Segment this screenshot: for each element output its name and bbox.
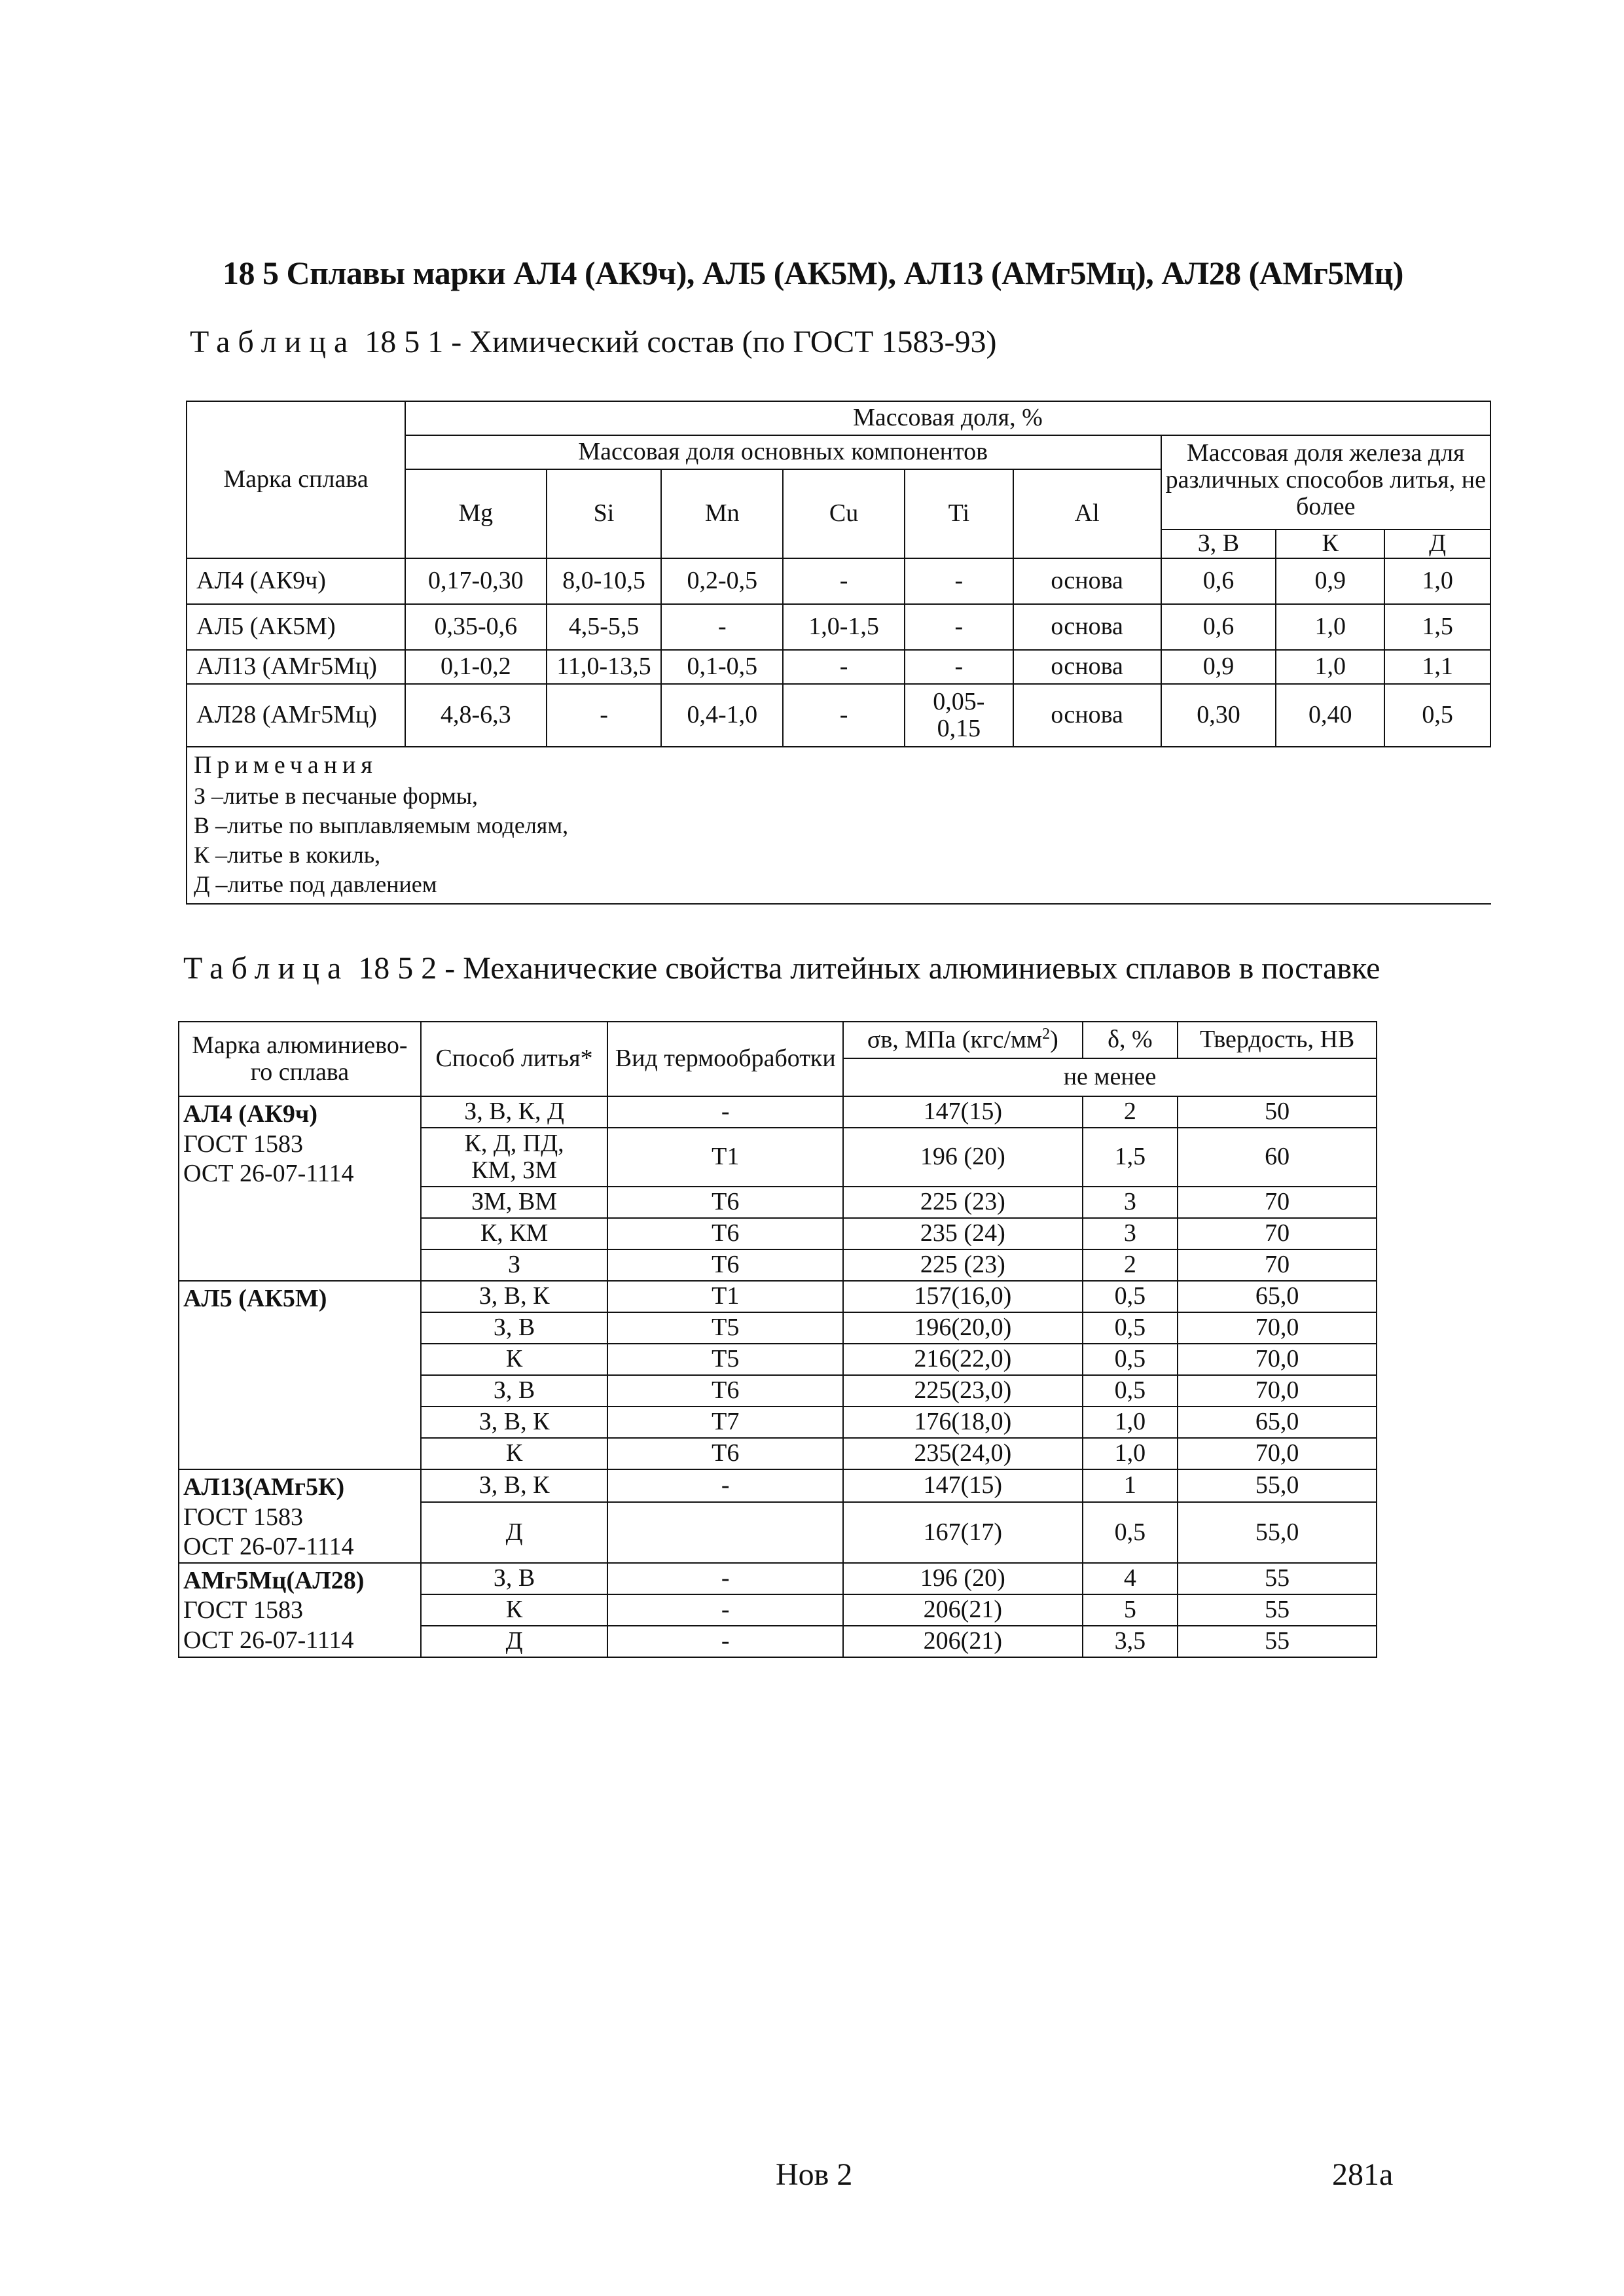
grade-name: АЛ5 (АК5М) (183, 1285, 327, 1312)
elongation-cell: 1,0 (1083, 1407, 1178, 1438)
method-cell: Д (421, 1502, 608, 1563)
chemical-composition-table (186, 401, 1491, 905)
cell: 1,5 (1384, 604, 1490, 650)
table-row (179, 1096, 1377, 1128)
table2-caption-number: 18 5 2 (358, 951, 437, 986)
treatment-cell: Т1 (607, 1128, 843, 1187)
grade-standard: ОСТ 26-07-1114 (183, 1626, 354, 1654)
header-iron-fraction: Массовая доля железа для различных способов литья, не более (1161, 435, 1490, 529)
table1-caption-text: - Химический состав (по ГОСТ 1583-93) (451, 325, 997, 359)
method-cell: З, В, К (421, 1407, 608, 1438)
method-cell: З, В, К (421, 1281, 608, 1312)
cell: 0,05-0,15 (905, 684, 1013, 747)
cell: - (905, 558, 1013, 604)
table-row (179, 1469, 1377, 1502)
header-method: Способ литья* (421, 1022, 608, 1096)
strength-symbol: σв (867, 1026, 893, 1054)
note-item: К –литье в кокиль, (194, 841, 381, 868)
cell: - (661, 604, 783, 650)
cell: 1,0-1,5 (783, 604, 905, 650)
elongation-cell: 0,5 (1083, 1375, 1178, 1407)
treatment-cell: - (607, 1594, 843, 1626)
method-cell: Д (421, 1626, 608, 1657)
method-cell: З, В (421, 1375, 608, 1407)
mechanical-properties-body (179, 1096, 1377, 1657)
strength-cell: 225 (23) (843, 1187, 1082, 1218)
strength-cell: 206(21) (843, 1626, 1082, 1657)
cell: 1,1 (1384, 650, 1490, 684)
elongation-cell: 0,5 (1083, 1312, 1178, 1344)
header-elongation: δ, % (1083, 1022, 1178, 1058)
elongation-cell: 3 (1083, 1218, 1178, 1249)
strength-cell: 176(18,0) (843, 1407, 1082, 1438)
elongation-cell: 2 (1083, 1249, 1178, 1281)
treatment-cell: - (607, 1469, 843, 1502)
hardness-cell: 70 (1178, 1249, 1377, 1281)
cell: 8,0-10,5 (547, 558, 662, 604)
grade-standard: ОСТ 26-07-1114 (183, 1533, 354, 1561)
hardness-cell: 65,0 (1178, 1407, 1377, 1438)
grade-cell (179, 1281, 421, 1469)
treatment-cell: Т5 (607, 1312, 843, 1344)
cell: основа (1013, 604, 1161, 650)
header-strength (843, 1022, 1082, 1058)
section-heading: 18 5 Сплавы марки АЛ4 (АК9ч), АЛ5 (АК5М), АЛ13 (АМг5Мц), АЛ28 (АМг5Мц) (223, 255, 1403, 291)
footer-page-number: 281а (1332, 2157, 1394, 2192)
table1-caption-number: 18 5 1 (365, 325, 444, 359)
table2-caption (183, 950, 1380, 986)
hardness-cell: 55,0 (1178, 1502, 1377, 1563)
strength-cell: 196 (20) (843, 1563, 1082, 1594)
notes (187, 747, 1490, 904)
table-row (187, 558, 1490, 604)
note-item: Д –литье под давлением (194, 870, 437, 897)
grade-cell (179, 1469, 421, 1563)
cell: основа (1013, 558, 1161, 604)
hardness-cell: 55 (1178, 1626, 1377, 1657)
cell: 0,9 (1161, 650, 1276, 684)
elongation-cell: 0,5 (1083, 1502, 1178, 1563)
method-cell: К, Д, ПД, КМ, ЗМ (421, 1128, 608, 1187)
header-grade: Марка сплава (187, 401, 405, 558)
row-grade: АЛ13 (АМг5Мц) (187, 650, 405, 684)
method-cell: К, КМ (421, 1218, 608, 1249)
cell: - (905, 604, 1013, 650)
header-min-note: не менее (843, 1058, 1377, 1096)
strength-cell: 225(23,0) (843, 1375, 1082, 1407)
table1-caption (190, 324, 996, 360)
notes-title: Примечания (194, 751, 378, 779)
hardness-cell: 55,0 (1178, 1469, 1377, 1502)
hardness-cell: 70,0 (1178, 1312, 1377, 1344)
grade-name: АЛ4 (АК9ч) (183, 1100, 317, 1128)
cell: 4,8-6,3 (405, 684, 547, 747)
table-row (187, 684, 1490, 747)
cell: 11,0-13,5 (547, 650, 662, 684)
method-cell: З, В (421, 1312, 608, 1344)
table-row (179, 1281, 1377, 1312)
elongation-cell: 4 (1083, 1563, 1178, 1594)
grade-standard: ГОСТ 1583 (183, 1503, 303, 1531)
header-grade: Марка алюминиево-го сплава (179, 1022, 421, 1096)
grade-cell (179, 1563, 421, 1657)
header-main-components: Массовая доля основных компонентов (405, 435, 1161, 469)
header-method: Д (1384, 529, 1490, 558)
cell: - (547, 684, 662, 747)
method-cell: З, В (421, 1563, 608, 1594)
cell: основа (1013, 650, 1161, 684)
note-item: З –литье в песчаные формы, (194, 782, 478, 809)
hardness-cell: 70 (1178, 1218, 1377, 1249)
strength-unit: , МПа (кгс/мм (892, 1026, 1043, 1054)
elongation-cell: 1,0 (1083, 1438, 1178, 1469)
header-element: Mg (405, 469, 547, 558)
hardness-cell: 70 (1178, 1187, 1377, 1218)
cell: 0,6 (1161, 604, 1276, 650)
cell: - (783, 684, 905, 747)
treatment-cell: Т6 (607, 1375, 843, 1407)
method-cell: З, В, К, Д (421, 1096, 608, 1128)
table-row (187, 650, 1490, 684)
elongation-cell: 1 (1083, 1469, 1178, 1502)
cell: 0,17-0,30 (405, 558, 547, 604)
cell: 0,6 (1161, 558, 1276, 604)
treatment-cell: Т6 (607, 1438, 843, 1469)
treatment-cell: Т6 (607, 1218, 843, 1249)
hardness-cell: 70,0 (1178, 1375, 1377, 1407)
grade-standard: ГОСТ 1583 (183, 1596, 303, 1624)
treatment-cell: Т6 (607, 1187, 843, 1218)
hardness-cell: 60 (1178, 1128, 1377, 1187)
elongation-cell: 5 (1083, 1594, 1178, 1626)
cell: 0,1-0,5 (661, 650, 783, 684)
treatment-cell: - (607, 1096, 843, 1128)
strength-cell: 235(24,0) (843, 1438, 1082, 1469)
grade-name: АЛ13(АМг5К) (183, 1473, 345, 1501)
method-cell: З (421, 1249, 608, 1281)
cell: 0,4-1,0 (661, 684, 783, 747)
header-mass-fraction: Массовая доля, % (405, 401, 1490, 435)
grade-cell (179, 1096, 421, 1281)
grade-standard: ГОСТ 1583 (183, 1130, 303, 1158)
method-cell: З, В, К (421, 1469, 608, 1502)
header-element: Si (547, 469, 662, 558)
elongation-cell: 0,5 (1083, 1344, 1178, 1375)
cell: 0,35-0,6 (405, 604, 547, 650)
strength-cell: 235 (24) (843, 1218, 1082, 1249)
elongation-cell: 2 (1083, 1096, 1178, 1128)
cell: - (783, 650, 905, 684)
table2-caption-text: - Механические свойства литейных алюминиевых сплавов в поставке (444, 951, 1380, 986)
header-method: З, В (1161, 529, 1276, 558)
treatment-cell (607, 1502, 843, 1563)
method-cell: ЗМ, ВМ (421, 1187, 608, 1218)
cell: 1,0 (1384, 558, 1490, 604)
treatment-cell: - (607, 1563, 843, 1594)
elongation-cell: 3 (1083, 1187, 1178, 1218)
header-element: Ti (905, 469, 1013, 558)
mechanical-properties-table (178, 1021, 1377, 1658)
cell: основа (1013, 684, 1161, 747)
strength-cell: 147(15) (843, 1096, 1082, 1128)
method-cell: К (421, 1594, 608, 1626)
cell: 0,9 (1276, 558, 1384, 604)
header-hardness: Твердость, НВ (1178, 1022, 1377, 1058)
cell: 0,40 (1276, 684, 1384, 747)
strength-cell: 196 (20) (843, 1128, 1082, 1187)
row-grade: АЛ28 (АМг5Мц) (187, 684, 405, 747)
cell: 0,5 (1384, 684, 1490, 747)
cell: 4,5-5,5 (547, 604, 662, 650)
table2-caption-word: Таблица (183, 951, 350, 986)
grade-standard: ОСТ 26-07-1114 (183, 1160, 354, 1188)
hardness-cell: 70,0 (1178, 1438, 1377, 1469)
cell: 1,0 (1276, 650, 1384, 684)
cell: 0,30 (1161, 684, 1276, 747)
hardness-cell: 65,0 (1178, 1281, 1377, 1312)
header-method: К (1276, 529, 1384, 558)
note-item: В –литье по выплавляемым моделям, (194, 812, 569, 838)
strength-cell: 167(17) (843, 1502, 1082, 1563)
cell: - (905, 650, 1013, 684)
treatment-cell: Т6 (607, 1249, 843, 1281)
table-row (187, 604, 1490, 650)
cell: - (783, 558, 905, 604)
strength-cell: 216(22,0) (843, 1344, 1082, 1375)
cell: 1,0 (1276, 604, 1384, 650)
cell: 0,2-0,5 (661, 558, 783, 604)
strength-cell: 225 (23) (843, 1249, 1082, 1281)
treatment-cell: - (607, 1626, 843, 1657)
method-cell: К (421, 1344, 608, 1375)
hardness-cell: 55 (1178, 1594, 1377, 1626)
header-element: Al (1013, 469, 1161, 558)
strength-cell: 157(16,0) (843, 1281, 1082, 1312)
footer-revision: Нов 2 (776, 2157, 853, 2192)
treatment-cell: Т5 (607, 1344, 843, 1375)
row-grade: АЛ5 (АК5М) (187, 604, 405, 650)
hardness-cell: 70,0 (1178, 1344, 1377, 1375)
strength-close: ) (1050, 1026, 1058, 1054)
header-element: Cu (783, 469, 905, 558)
strength-cell: 206(21) (843, 1594, 1082, 1626)
hardness-cell: 55 (1178, 1563, 1377, 1594)
strength-cell: 196(20,0) (843, 1312, 1082, 1344)
notes-row (187, 747, 1490, 904)
elongation-cell: 3,5 (1083, 1626, 1178, 1657)
row-grade: АЛ4 (АК9ч) (187, 558, 405, 604)
elongation-cell: 1,5 (1083, 1128, 1178, 1187)
cell: 0,1-0,2 (405, 650, 547, 684)
elongation-cell: 0,5 (1083, 1281, 1178, 1312)
grade-name: АМг5Мц(АЛ28) (183, 1566, 365, 1594)
hardness-cell: 50 (1178, 1096, 1377, 1128)
header-element: Mn (661, 469, 783, 558)
header-treatment: Вид термообработки (607, 1022, 843, 1096)
treatment-cell: Т1 (607, 1281, 843, 1312)
treatment-cell: Т7 (607, 1407, 843, 1438)
method-cell: К (421, 1438, 608, 1469)
table1-caption-word: Таблица (190, 325, 356, 359)
strength-sup: 2 (1042, 1026, 1051, 1043)
strength-cell: 147(15) (843, 1469, 1082, 1502)
table-row (179, 1563, 1377, 1594)
